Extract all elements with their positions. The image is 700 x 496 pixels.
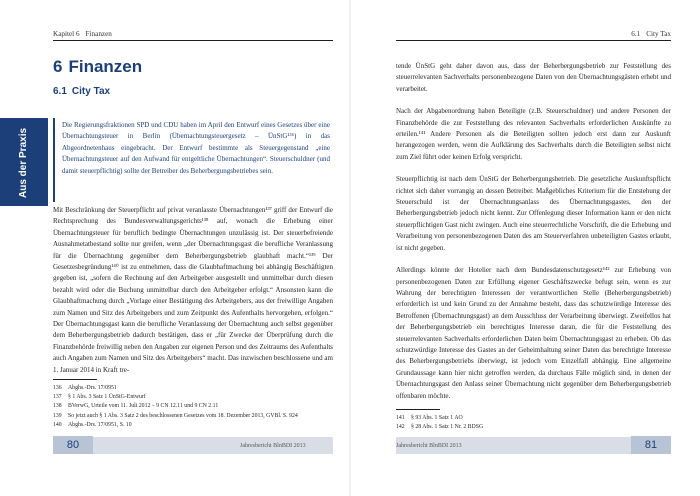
footnote-text: § 28 Abs. 1 Satz 1 Nr. 2 BDSG: [411, 424, 484, 431]
header-section-number: 6.1: [631, 30, 641, 38]
chapter-heading: [53, 57, 142, 77]
footnote-text: § 93 Abs. 1 Satz 1 AO: [411, 415, 463, 421]
footnote-text: Abghs.-Drs. 17/0951: [68, 385, 117, 391]
page-number-left: 80: [53, 436, 93, 454]
body-text-left: [53, 205, 333, 376]
footer-publication-left: Jahresbericht BlnBDI 2013: [240, 443, 306, 449]
footnote-rule-right: [396, 409, 440, 410]
footnote: [53, 402, 333, 411]
header-chapter: Kapitel 6: [53, 30, 80, 38]
footnote: [396, 414, 671, 423]
footnote: [396, 423, 671, 432]
intro-text: Die Regierungsfraktionen SPD und CDU haben im April den Entwurf eines Gesetzes über eine Übernachtungsteuer in Berlin (Übernachtungsteuergesetz – ÜnStG¹³⁶) in das Abgeordnetenhaus eingebracht. Der Entwurf bestimmte als Steuergegenstand „eine Übernachtungsteuer auf den Aufwand für entgeltliche Übernachtungen“. Steuerschuldner (und damit steuerpflichtig) sollte der Betreiber des Beherbergungsbetriebes sein.: [62, 121, 330, 175]
section-heading: [53, 86, 110, 98]
footnote-number: 142: [396, 424, 405, 431]
section-title: City Tax: [71, 86, 111, 97]
footnote-number: 138: [53, 403, 62, 410]
running-header-left: [53, 29, 112, 39]
side-tab-label: Aus der Praxis: [18, 127, 29, 198]
body-paragraph: Steuerpflichtig ist nach dem ÜnStG der Beherbergungsbetrieb. Die gesetzliche Auskunftspflicht richtet sich daher vorrangig an dessen Betreiber. Maßgebliches Kriterium für die Entstehung der Steuerschuld ist der Übernachtungsanlass des Übernachtungsgastes, den der Beherbergungsbetrieb jedoch nicht kennt. Zur Offenlegung dieser Information kann er den nicht steuerpflichtigen Gast nicht zwingen. Auch eine steuerrechtliche Vorschrift, die die Erhebung und Verarbeitung von personenbezogenen Daten des am Steuerverfahren unbeteiligten Gastes erlaubt, ist nicht gegeben.: [396, 175, 671, 252]
footer-publication-right: Jahresbericht BlnBDI 2013: [396, 443, 462, 449]
body-text-right: [396, 61, 671, 402]
footnotes-left: [53, 384, 333, 430]
intro-box: [62, 120, 330, 177]
footnote: [53, 421, 333, 430]
section-number: 6.1: [53, 86, 67, 97]
right-page: [350, 0, 700, 496]
footnote: [53, 412, 333, 421]
body-paragraph: Allerdings könnte der Hotelier nach dem Bundesdatenschutzgesetz¹⁴² zur Erhebung von personenbezogenen Daten zur Erfüllung eigener Geschäftszwecke befugt sein, wenn es zur Wahrung der berechtigten Interessen der verantwortlichen Stelle (Beherbergungsbetrieb) erforderlich ist und kein Grund zu der Annahme besteht, dass das schutzwürdige Interesse des Betroffenen (Übernachtungsgast) an dem Ausschluss der Verarbeitung überwiegt. Zweifellos hat der Beherbergungsbetrieb ein berechtigtes Interesse daran, die für die Feststellung des steuerrelevanten Sachverhalts erforderlichen Daten beim Übernachtungsgast zu erheben. Ob das schutzwürdige Interesse des Gastes an der Geheimhaltung seiner Daten das berechtigte Interesse des Beherbergungsbetriebs überwiegt, ist jedoch vom Einzelfall abhängig. Eine allgemeine Grundaussage kann hier nicht getroffen werden, da durchaus Fälle möglich sind, in denen der Übernachtungsgast den Anlass seiner Übernachtung nicht gegenüber dem Beherbergungsbetrieb offenbaren möchte.: [396, 266, 671, 400]
chapter-number: 6: [53, 57, 63, 76]
footnote-number: 141: [396, 415, 405, 421]
footnote-number: 140: [53, 421, 62, 428]
header-chapter-title: Finanzen: [85, 30, 112, 38]
footnote-number: 137: [53, 394, 62, 401]
footnote-number: 139: [53, 412, 62, 419]
intro-accent-bar: [53, 118, 55, 202]
body-paragraph: tende ÜnStG geht daher davon aus, dass der Beherbergungsbetrieb zur Feststellung des steuerrelevanten Sachverhalts personenbezogene Daten von den Übernachtungsgästen erhebt und verarbeitet.: [396, 62, 671, 93]
footnote-text: Abghs.-Drs. 17/0951, S. 10: [68, 421, 132, 428]
header-section-title: City Tax: [646, 30, 671, 38]
header-rule-left: [53, 40, 333, 41]
chapter-title: Finanzen: [68, 57, 143, 76]
body-paragraph: Nach der Abgabenordnung haben Beteiligte (z.B. Steuerschuldner) und andere Personen der Finanzbehörde die zur Feststellung des relevanten Sachverhalts erforderlichen Auskünfte zu erteilen.¹⁴¹ Andere Personen als die Beteiligten sollten jedoch erst dann zur Auskunft herangezogen werden, wenn die Aufklärung des Sachverhalts durch die Beteiligten selbst nicht zum Ziel führt oder keinen Erfolg verspricht.: [396, 107, 671, 161]
running-header-right: [631, 29, 671, 39]
footnote-number: 136: [53, 385, 62, 391]
footnote-text: So jetzt auch § 1 Abs. 3 Satz 2 des beschlossenen Gesetzes vom 18. Dezember 2013, GVBl. S. 924: [68, 412, 298, 419]
footnotes-right: [396, 414, 671, 432]
footnote-rule-left: [53, 379, 97, 380]
body-paragraph: Mit Beschränkung der Steuerpflicht auf privat veranlasste Übernachtungen¹³⁷ griff der Entwurf die Rechtsprechung des Bundesverwaltungsgerichts¹³⁸ auf, wonach die Erhebung einer Übernachtungsteuer für beruflich bedingte Übernachtungen unzulässig ist. Der steuerbefreiende Ausnahmetatbestand sollte nur greifen, wenn „der Übernachtungsgast die berufliche Veranlassung für die Übernachtung gegenüber dem Beherbergungsbetrieb glaubhaft macht.“¹³⁹ Der Gesetzesbegründung¹⁴⁰ ist zu entnehmen, dass die Glaubhaftmachung bei abhängig Beschäftigten gegeben ist, „sofern die Rechnung auf den Arbeitgeber ausgestellt und unmittelbar durch diesen bezahlt wird oder die Buchung unmittelbar durch den Arbeitgeber erfolgt.“ Ansonsten kann die Glaubhaftmachung durch „Vorlage einer Bestätigung des Arbeitgebers, aus der freiwillige Angaben zum Namen und Sitz des Arbeitgebers und zum Zeitpunkt des Aufenthalts hervorgehen, erfolgen.“ Der Übernachtungsgast kann die berufliche Veranlassung der Übernachtung auch selbst gegenüber dem Beherbergungsbetrieb dadurch bestätigen, dass er „für Zwecke der Überprüfung durch die Finanzbehörde freiwillig neben den Angaben zur eigenen Person und des Zeitraums des Aufenthalts auch Angaben zum Namen und Sitz des Arbeitgebers“ macht. Das inzwischen beschlossene und am 1. Januar 2014 in Kraft tre-: [53, 206, 333, 374]
header-rule-right: [396, 40, 671, 41]
page-number-right: 81: [631, 436, 671, 454]
footnote: [53, 393, 333, 402]
footnote-text: § 1 Abs. 3 Satz 1 ÜnStG-Entwurf: [68, 394, 146, 401]
footnote-text: BVerwG, Urteile vom 11. Juli 2012 – 9 CN 12.11 und 9 CN 2.11: [68, 403, 219, 410]
footnote: [53, 384, 333, 393]
